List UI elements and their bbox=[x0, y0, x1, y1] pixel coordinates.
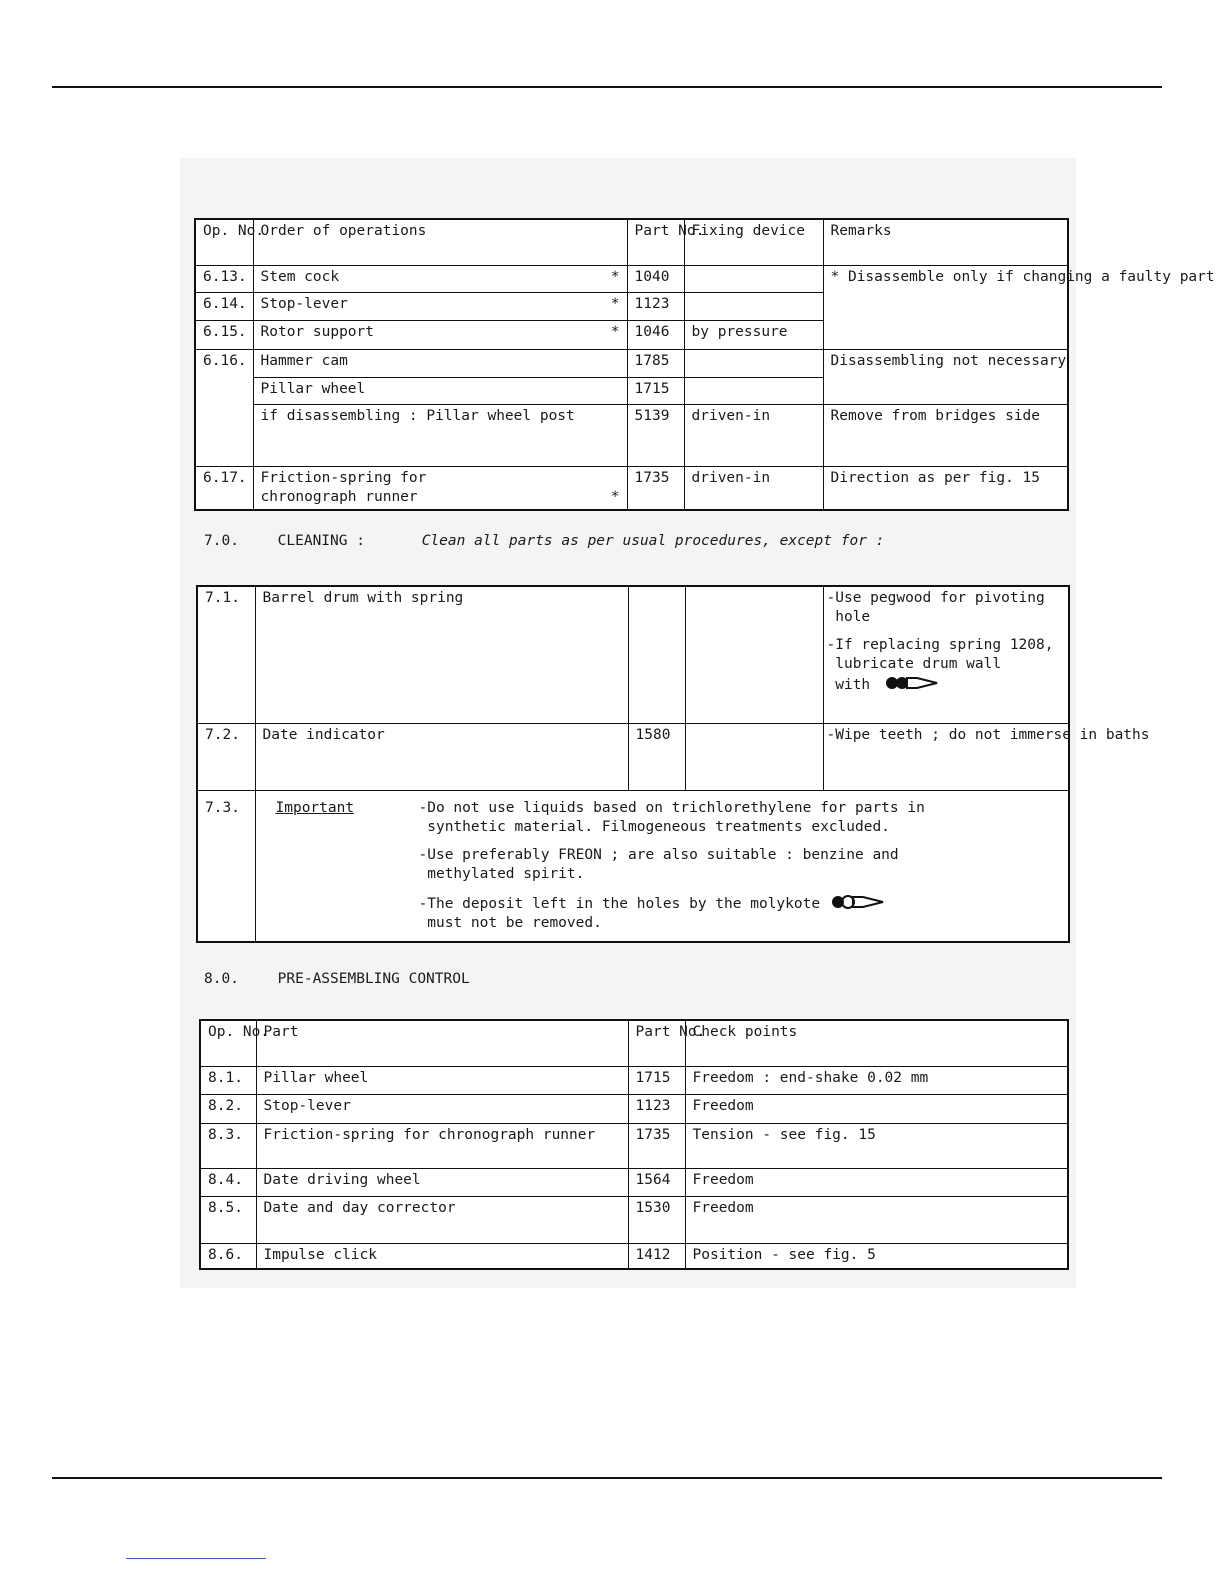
header-op-no: Op. No. bbox=[195, 219, 253, 265]
important-note-1: -Do not use liquids based on trichlorethylene for parts in synthetic material. Filmogeneous treatments excluded. bbox=[418, 799, 925, 835]
part-number: 5139 bbox=[627, 404, 684, 466]
lubricant-symbol-icon bbox=[885, 674, 941, 692]
part-name: Stop-lever bbox=[256, 1094, 628, 1123]
header-fixing: Fixing device bbox=[684, 219, 823, 265]
op-number: 7.1. bbox=[197, 586, 255, 723]
preassembling-table bbox=[199, 1019, 1069, 1270]
important-label: Important bbox=[275, 799, 355, 816]
op-number: 8.2. bbox=[200, 1094, 256, 1123]
part-number: 1412 bbox=[628, 1243, 685, 1269]
op-number: 8.1. bbox=[200, 1066, 256, 1094]
remark-pegwood: -Use pegwood for pivoting hole bbox=[826, 590, 1045, 625]
part-number: 1123 bbox=[628, 1094, 685, 1123]
section-number: 8.0. bbox=[204, 971, 239, 987]
part-name: Date driving wheel bbox=[256, 1168, 628, 1196]
top-rule bbox=[52, 86, 1162, 88]
fixing-device bbox=[684, 265, 823, 292]
fixing-device: driven-in bbox=[684, 404, 823, 466]
check-point: Tension - see fig. 15 bbox=[685, 1123, 1068, 1168]
preassembling-heading bbox=[204, 970, 470, 989]
header-op-no: Op. No. bbox=[200, 1020, 256, 1066]
check-point: Freedom bbox=[685, 1094, 1068, 1123]
remark-bridges-side: Remove from bridges side bbox=[823, 404, 1068, 466]
table-row bbox=[200, 1123, 1068, 1168]
table-row bbox=[197, 586, 1069, 723]
operation-name: Stop-lever * bbox=[253, 292, 627, 320]
part-number: 1040 bbox=[627, 265, 684, 292]
fixing-device bbox=[684, 377, 823, 404]
op-number: 8.6. bbox=[200, 1243, 256, 1269]
fixing-device: driven-in bbox=[684, 466, 823, 510]
table-row bbox=[200, 1243, 1068, 1269]
table-row bbox=[195, 265, 1068, 292]
part-number: 1715 bbox=[628, 1066, 685, 1094]
important-note-3-cont: must not be removed. bbox=[418, 914, 602, 931]
operation-name: Pillar wheel bbox=[253, 377, 627, 404]
remarks-cell bbox=[823, 586, 1069, 723]
part-number bbox=[628, 586, 685, 723]
part-name: Date and day corrector bbox=[256, 1196, 628, 1243]
operation-name: if disassembling : Pillar wheel post bbox=[253, 404, 627, 466]
part-number: 1046 bbox=[627, 320, 684, 349]
op-number: 8.4. bbox=[200, 1168, 256, 1196]
cleaning-note: Clean all parts as per usual procedures, except for : bbox=[421, 533, 885, 549]
check-point: Freedom bbox=[685, 1196, 1068, 1243]
fixing-device bbox=[685, 586, 823, 723]
operation-name: Friction-spring for chronograph runner * bbox=[253, 466, 627, 510]
part-name: Impulse click bbox=[256, 1243, 628, 1269]
cleaning-heading bbox=[204, 532, 884, 551]
table-row bbox=[195, 466, 1068, 510]
part-number: 1564 bbox=[628, 1168, 685, 1196]
part-number: 1735 bbox=[627, 466, 684, 510]
remark-direction: Direction as per fig. 15 bbox=[823, 466, 1068, 510]
remark-wipe-teeth: -Wipe teeth ; do not immerse in baths bbox=[823, 723, 1069, 790]
operations-table bbox=[194, 218, 1215, 511]
table-row bbox=[200, 1066, 1068, 1094]
op-number: 8.5. bbox=[200, 1196, 256, 1243]
check-point: Freedom : end-shake 0.02 mm bbox=[685, 1066, 1068, 1094]
part-number: 1735 bbox=[628, 1123, 685, 1168]
part-number: 1785 bbox=[627, 349, 684, 377]
header-check-points: Check points bbox=[685, 1020, 1068, 1066]
section-title: PRE-ASSEMBLING CONTROL bbox=[277, 971, 470, 987]
table-row bbox=[197, 723, 1069, 790]
op-number: 6.13. bbox=[195, 265, 253, 292]
op-number: 6.16. bbox=[195, 349, 253, 466]
important-note-3: -The deposit left in the holes by the molykote bbox=[418, 895, 821, 912]
operation-name: Rotor support * bbox=[253, 320, 627, 349]
part-number: 1715 bbox=[627, 377, 684, 404]
table-row bbox=[200, 1094, 1068, 1123]
part-name: Pillar wheel bbox=[256, 1066, 628, 1094]
lubricant-symbol-icon bbox=[831, 893, 887, 911]
important-cell bbox=[255, 790, 1069, 942]
operation-name: Hammer cam bbox=[253, 349, 627, 377]
operation-name: Barrel drum with spring bbox=[255, 586, 628, 723]
table-row bbox=[200, 1168, 1068, 1196]
header-remarks: Remarks bbox=[823, 219, 1068, 265]
op-number: 8.3. bbox=[200, 1123, 256, 1168]
op-number: 6.14. bbox=[195, 292, 253, 320]
table-row bbox=[197, 790, 1069, 942]
op-number: 6.15. bbox=[195, 320, 253, 349]
header-part-no: Part No. bbox=[628, 1020, 685, 1066]
header-part: Part bbox=[256, 1020, 628, 1066]
part-number: 1530 bbox=[628, 1196, 685, 1243]
bottom-rule bbox=[52, 1477, 1162, 1479]
fixing-device: by pressure bbox=[684, 320, 823, 349]
section-title: CLEANING : bbox=[277, 533, 365, 549]
important-note-2: -Use preferably FREON ; are also suitable : benzine and methylated spirit. bbox=[418, 846, 899, 882]
fixing-device bbox=[685, 723, 823, 790]
table-row bbox=[195, 404, 1068, 466]
footer-link-underline bbox=[126, 1558, 266, 1559]
table-row bbox=[200, 1196, 1068, 1243]
operation-name: Stem cock * bbox=[253, 265, 627, 292]
remark-replacing-spring: -If replacing spring 1208, lubricate drum wall with bbox=[826, 637, 1054, 693]
header-order: Order of operations bbox=[253, 219, 627, 265]
section-number: 7.0. bbox=[204, 533, 239, 549]
part-number: 1580 bbox=[628, 723, 685, 790]
part-number: 1123 bbox=[627, 292, 684, 320]
op-number: 7.3. bbox=[197, 790, 255, 942]
remark-faulty-part: * Disassemble only if changing a faulty part bbox=[823, 265, 1068, 349]
check-point: Position - see fig. 5 bbox=[685, 1243, 1068, 1269]
remark-not-necessary: Disassembling not necessary bbox=[823, 349, 1068, 404]
check-point: Freedom bbox=[685, 1168, 1068, 1196]
fixing-device bbox=[684, 292, 823, 320]
fixing-device bbox=[684, 349, 823, 377]
op-number: 7.2. bbox=[197, 723, 255, 790]
cleaning-table bbox=[196, 585, 1150, 943]
header-part-no: Part No. bbox=[627, 219, 684, 265]
table-row bbox=[195, 349, 1068, 377]
operation-name: Date indicator bbox=[255, 723, 628, 790]
op-number: 6.17. bbox=[195, 466, 253, 510]
part-name: Friction-spring for chronograph runner bbox=[256, 1123, 628, 1168]
